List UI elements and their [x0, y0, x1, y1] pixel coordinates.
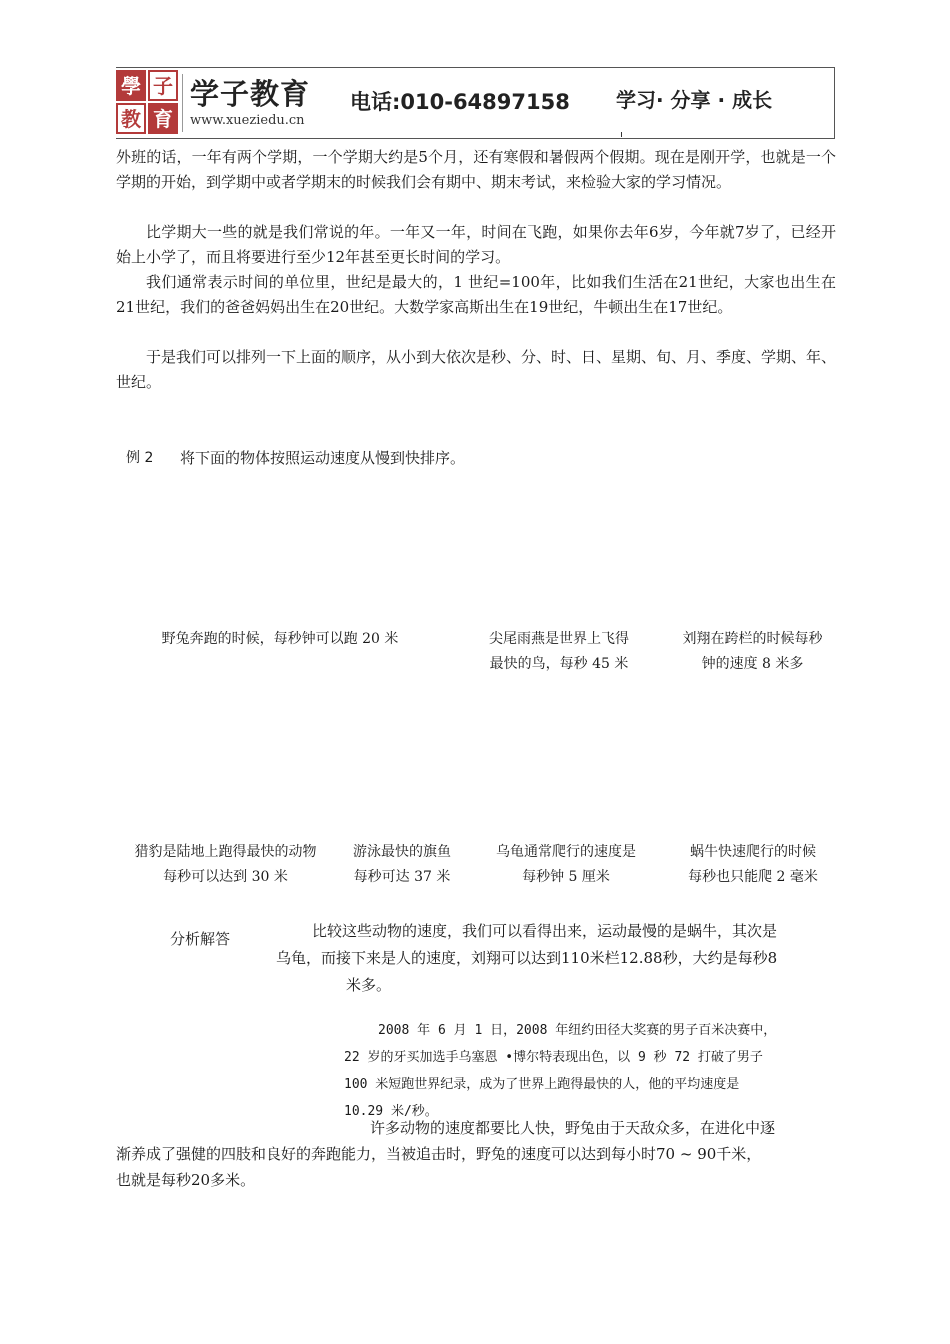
- phone-number: 电话:010-64897158: [350, 90, 570, 114]
- caption-line: 猎豹是陆地上跑得最快的动物: [134, 844, 317, 860]
- caption-liuxiang: [670, 627, 835, 677]
- caption-line: 每秒可达 37 米: [353, 869, 451, 885]
- paragraph-hare-speed: [116, 1115, 836, 1193]
- record-line: 2008 年 6 月 1 日，2008 年纽约田径大奖赛的男子百米决赛中，: [378, 1023, 777, 1038]
- brand-url: www.xueziedu.cn: [190, 113, 305, 128]
- record-line: 100 米短跑世界纪录，成为了世界上跑得最快的人，他的平均速度是: [344, 1077, 740, 1092]
- caption-line: 刘翔在跨栏的时候每秒: [682, 631, 823, 647]
- analysis-line: 比较这些动物的速度，我们可以看得出来，运动最慢的是蜗牛，其次是: [312, 922, 778, 940]
- example-label: 例 2: [126, 450, 154, 466]
- paragraph-century: 我们通常表示时间的单位里，世纪是最大的，1 世纪=100年，比如我们生活在21世纪，大家也出生在21世纪，我们的爸爸妈妈出生在20世纪。大数学家高斯出生在19世纪，牛顿出生在17世纪。: [116, 273, 836, 316]
- logo-char: 教: [116, 103, 146, 134]
- logo-char: 學: [116, 70, 146, 101]
- caption-line: 游泳最快的旗鱼: [353, 844, 451, 860]
- record-line: 22 岁的牙买加选手乌塞恩 •博尔特表现出色，以 9 秒 72 打破了男子: [344, 1050, 763, 1065]
- logo-char: 育: [148, 103, 178, 134]
- caption-tortoise: [480, 840, 652, 890]
- caption-line: 每秒可以达到 30 米: [163, 869, 288, 885]
- caption-sailfish: [337, 840, 467, 890]
- caption-swift: [470, 627, 648, 677]
- analysis-line: 米多。: [346, 976, 392, 994]
- caption-hare: [140, 627, 420, 652]
- caption-line: 蜗牛快速爬行的时候: [690, 844, 816, 860]
- page-header: [116, 67, 835, 139]
- slogan: 学习· 分享 · 成长: [616, 88, 773, 112]
- analysis-label: 分析解答: [170, 930, 231, 948]
- closing-line: 也就是每秒20多米。: [116, 1171, 256, 1189]
- bolt-record-text: [344, 1017, 834, 1125]
- header-tick: [621, 132, 622, 137]
- caption-cheetah: [118, 840, 333, 890]
- caption-line: 最快的鸟，每秒 45 米: [489, 656, 629, 672]
- header-divider: [182, 74, 183, 132]
- paragraph-semester: 外班的话，一年有两个学期，一个学期大约是5个月，还有寒假和暑假两个假期。现在是刚开学，也就是一个学期的开始，到学期中或者学期末的时候我们会有期中、期末考试，来检验大家的学习情况。: [116, 148, 836, 191]
- example-question: 将下面的物体按照运动速度从慢到快排序。: [180, 449, 466, 467]
- caption-line: 乌龟通常爬行的速度是: [496, 844, 636, 860]
- caption-line: 尖尾雨燕是世界上飞得: [489, 631, 629, 647]
- analysis-text: [276, 918, 834, 999]
- caption-line: 野兔奔跑的时候，每秒钟可以跑 20 米: [161, 631, 399, 647]
- caption-line: 每秒钟 5 厘米: [522, 869, 610, 885]
- logo-char: 子: [148, 70, 178, 101]
- paragraph-order: 于是我们可以排列一下上面的顺序，从小到大依次是秒、分、时、日、星期、旬、月、季度、学期、年、世纪。: [116, 348, 837, 391]
- logo: [116, 70, 178, 134]
- caption-line: 钟的速度 8 米多: [701, 656, 804, 672]
- caption-snail: [668, 840, 838, 890]
- record-line: 10.29 米/秒。: [344, 1104, 438, 1119]
- brand-name: 学子教育: [190, 77, 311, 111]
- analysis-line: 乌龟，而接下来是人的速度，刘翔可以达到110米栏12.88秒，大约是每秒8: [276, 949, 778, 967]
- paragraph-year: 比学期大一些的就是我们常说的年。一年又一年，时间在飞跑，如果你去年6岁，今年就7岁了，已经开始上小学了，而且将要进行至少12年甚至更长时间的学习。: [116, 223, 836, 266]
- closing-line: 渐养成了强健的四肢和良好的奔跑能力，当被追击时，野兔的速度可以达到每小时70 ~ 90千米，: [116, 1145, 762, 1163]
- caption-line: 每秒也只能爬 2 毫米: [688, 869, 818, 885]
- closing-line: 许多动物的速度都要比人快，野兔由于天敌众多，在进化中逐: [370, 1119, 776, 1137]
